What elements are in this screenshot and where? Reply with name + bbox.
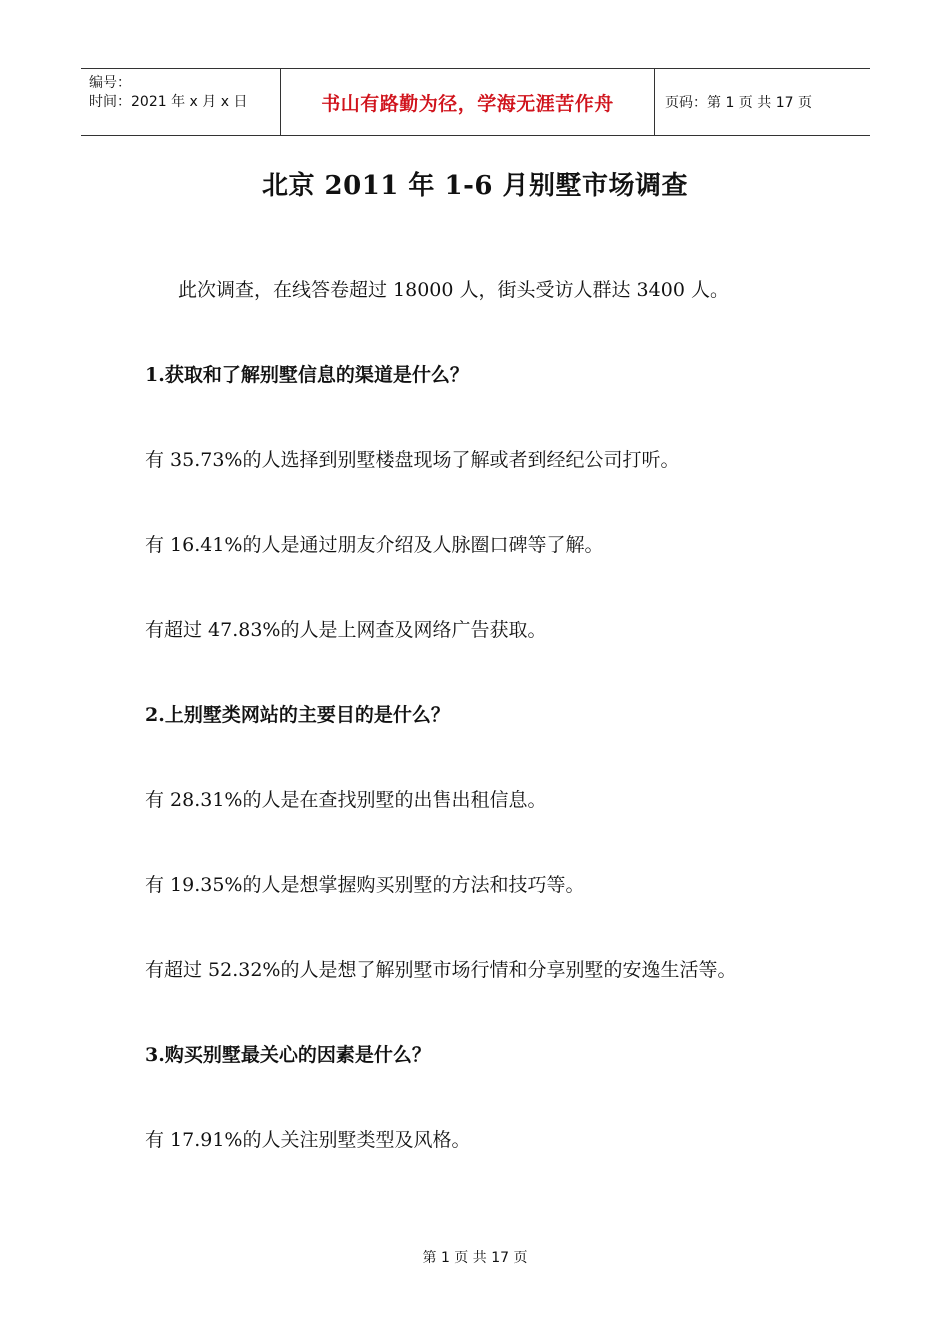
answer-paragraph: 有超过 47.83%的人是上网查及网络广告获取。 xyxy=(145,619,547,641)
answer-paragraph: 有 19.35%的人是想掌握购买别墅的方法和技巧等。 xyxy=(145,874,585,896)
answer-paragraph: 有 16.41%的人是通过朋友介绍及人脉圈口碑等了解。 xyxy=(145,534,604,556)
answer-paragraph: 有 28.31%的人是在查找别墅的出售出租信息。 xyxy=(145,789,547,811)
page-footer: 第 1 页 共 17 页 xyxy=(422,1250,528,1266)
document-date-label: 时间：2021 年 x 月 x 日 xyxy=(89,94,248,110)
question-heading: 2.上别墅类网站的主要目的是什么？ xyxy=(145,704,450,726)
question-heading: 3.购买别墅最关心的因素是什么？ xyxy=(145,1044,431,1066)
answer-paragraph: 有 17.91%的人关注别墅类型及风格。 xyxy=(145,1129,471,1151)
answer-paragraph: 有超过 52.32%的人是想了解别墅市场行情和分享别墅的安逸生活等。 xyxy=(145,959,737,981)
intro-paragraph: 此次调查，在线答卷超过 18000 人，街头受访人群达 3400 人。 xyxy=(178,279,729,301)
header-meta-cell xyxy=(81,69,281,135)
header-page-cell xyxy=(655,69,870,135)
header-page-info: 页码：第 1 页 共 17 页 xyxy=(665,95,812,111)
document-number-label: 编号： xyxy=(89,75,131,91)
header-motto-cell xyxy=(281,69,655,135)
question-heading: 1.获取和了解别墅信息的渠道是什么？ xyxy=(145,364,469,386)
answer-paragraph: 有 35.73%的人选择到别墅楼盘现场了解或者到经纪公司打听。 xyxy=(145,449,680,471)
header-motto: 书山有路勤为径，学海无涯苦作舟 xyxy=(321,92,614,115)
page-header-table xyxy=(81,68,870,136)
document-title: 北京 2011 年 1-6 月别墅市场调查 xyxy=(261,171,689,201)
